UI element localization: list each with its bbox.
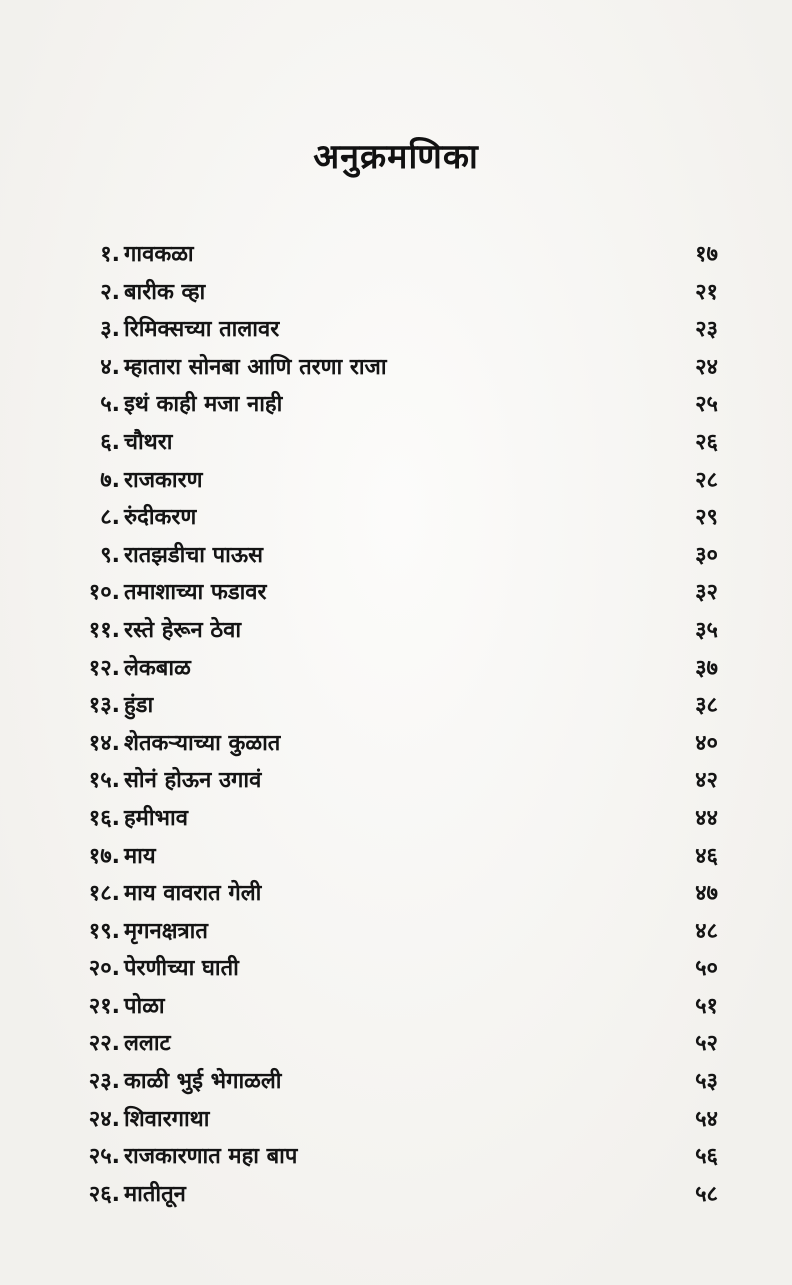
toc-entry-title: पेरणीच्या घाती	[124, 956, 239, 982]
toc-entry	[68, 687, 718, 725]
toc-entry-page-number: ५२	[695, 1031, 718, 1057]
toc-entry-title: शिवारगाथा	[124, 1106, 210, 1132]
toc-entry-page-number: ४८	[695, 918, 718, 944]
toc-entry-title: राजकारण	[124, 467, 203, 493]
table-of-contents	[68, 236, 718, 1213]
toc-entry-number: २५.	[88, 1144, 120, 1170]
toc-entry-page-number: ५१	[695, 993, 718, 1019]
toc-entry-title: तमाशाच्या फडावर	[124, 580, 267, 606]
toc-entry	[68, 762, 718, 800]
toc-entry-title: शेतकऱ्याच्या कुळात	[124, 730, 281, 756]
toc-entry-page-number: २४	[695, 354, 718, 380]
toc-entry	[68, 1025, 718, 1063]
toc-entry	[68, 913, 718, 951]
toc-entry-page-number: ३५	[695, 617, 718, 643]
toc-entry-number: ६.	[100, 429, 120, 455]
toc-entry-number: २२.	[88, 1031, 120, 1057]
toc-entry	[68, 1176, 718, 1214]
toc-entry-title: हमीभाव	[124, 805, 188, 831]
toc-entry-page-number: २१	[695, 279, 718, 305]
toc-entry-title: सोनं होऊन उगावं	[124, 768, 262, 794]
toc-entry-title: रिमिक्सच्या तालावर	[124, 317, 280, 343]
toc-entry	[68, 386, 718, 424]
toc-entry-title: बारीक व्हा	[124, 279, 206, 305]
toc-entry-number: २६.	[88, 1181, 120, 1207]
toc-entry	[68, 274, 718, 312]
page-title: अनुक्रमणिका	[313, 137, 479, 177]
toc-entry	[68, 462, 718, 500]
toc-entry-title: इथं काही मजा नाही	[124, 392, 283, 418]
toc-entry-title: मृगनक्षत्रात	[124, 918, 208, 944]
toc-entry	[68, 424, 718, 462]
toc-entry-number: २.	[100, 279, 120, 305]
toc-entry-number: १३.	[88, 693, 120, 719]
toc-entry-page-number: ५८	[695, 1181, 718, 1207]
toc-entry-number: १५.	[88, 768, 120, 794]
toc-entry	[68, 950, 718, 988]
toc-entry	[68, 650, 718, 688]
toc-entry-title: काळी भुई भेगाळली	[124, 1069, 282, 1095]
toc-entry-page-number: १७	[695, 242, 718, 267]
toc-entry-number: १४.	[88, 730, 120, 756]
toc-entry-number: २०.	[88, 956, 120, 982]
toc-entry-page-number: ५६	[695, 1144, 718, 1170]
toc-entry-number: ८.	[100, 505, 120, 531]
toc-entry	[68, 725, 718, 763]
toc-entry	[68, 499, 718, 537]
toc-entry-page-number: ३८	[695, 693, 718, 719]
toc-entry-title: गावकळा	[124, 242, 194, 267]
toc-entry-page-number: २८	[695, 467, 718, 493]
toc-entry-page-number: ३०	[695, 542, 718, 568]
toc-entry-title: माय	[124, 843, 156, 869]
toc-entry-title: म्हातारा सोनबा आणि तरणा राजा	[124, 354, 387, 380]
toc-entry-number: ९.	[100, 542, 120, 568]
toc-entry-page-number: ५३	[695, 1069, 718, 1095]
toc-entry	[68, 875, 718, 913]
toc-entry-title: हुंडा	[124, 693, 154, 719]
toc-entry-page-number: ४२	[695, 768, 718, 794]
toc-entry-page-number: २५	[695, 392, 718, 418]
toc-entry	[68, 349, 718, 387]
toc-entry-title: पोळा	[124, 993, 165, 1019]
toc-entry	[68, 800, 718, 838]
toc-entry-title: रस्ते हेरून ठेवा	[124, 617, 242, 643]
toc-entry-number: १६.	[88, 805, 120, 831]
toc-entry-page-number: २३	[695, 317, 718, 343]
toc-entry	[68, 236, 718, 274]
toc-entry	[68, 311, 718, 349]
toc-entry	[68, 1063, 718, 1101]
toc-entry-number: ११.	[88, 617, 120, 643]
toc-entry-number: १९.	[88, 918, 120, 944]
toc-entry-page-number: २६	[695, 429, 718, 455]
toc-entry-page-number: ३७	[695, 655, 718, 681]
toc-entry-page-number: ५४	[695, 1106, 718, 1132]
toc-entry	[68, 574, 718, 612]
toc-entry-number: १०.	[88, 580, 120, 606]
toc-entry	[68, 838, 718, 876]
toc-entry-number: ३.	[100, 317, 120, 343]
toc-entry-title: ललाट	[124, 1031, 171, 1057]
toc-entry	[68, 1138, 718, 1176]
toc-entry-number: १२.	[88, 655, 120, 681]
toc-entry-title: लेकबाळ	[124, 655, 191, 681]
toc-entry-number: २१.	[88, 993, 120, 1019]
toc-entry-page-number: ३२	[695, 580, 718, 606]
toc-entry-title: रातझडीचा पाऊस	[124, 542, 263, 568]
toc-entry-number: १.	[100, 242, 120, 267]
toc-entry-number: २३.	[88, 1069, 120, 1095]
toc-entry-title: राजकारणात महा बाप	[124, 1144, 298, 1170]
toc-entry-page-number: ४०	[695, 730, 718, 756]
toc-entry	[68, 537, 718, 575]
toc-entry-page-number: ४६	[695, 843, 718, 869]
toc-entry-page-number: ४७	[695, 881, 718, 907]
toc-entry-title: चौथरा	[124, 429, 173, 455]
toc-entry-title: मातीतून	[124, 1181, 186, 1207]
toc-entry-number: ७.	[100, 467, 120, 493]
toc-entry-number: ५.	[100, 392, 120, 418]
toc-entry-number: १७.	[88, 843, 120, 869]
toc-entry-title: रुंदीकरण	[124, 505, 197, 531]
toc-entry	[68, 988, 718, 1026]
toc-entry-title: माय वावरात गेली	[124, 881, 262, 907]
toc-entry-page-number: २९	[695, 505, 718, 531]
toc-entry-number: २४.	[88, 1106, 120, 1132]
toc-entry-number: ४.	[100, 354, 120, 380]
toc-entry	[68, 1101, 718, 1139]
toc-entry-page-number: ५०	[695, 956, 718, 982]
toc-entry-page-number: ४४	[695, 805, 718, 831]
toc-entry-number: १८.	[88, 881, 120, 907]
toc-entry	[68, 612, 718, 650]
